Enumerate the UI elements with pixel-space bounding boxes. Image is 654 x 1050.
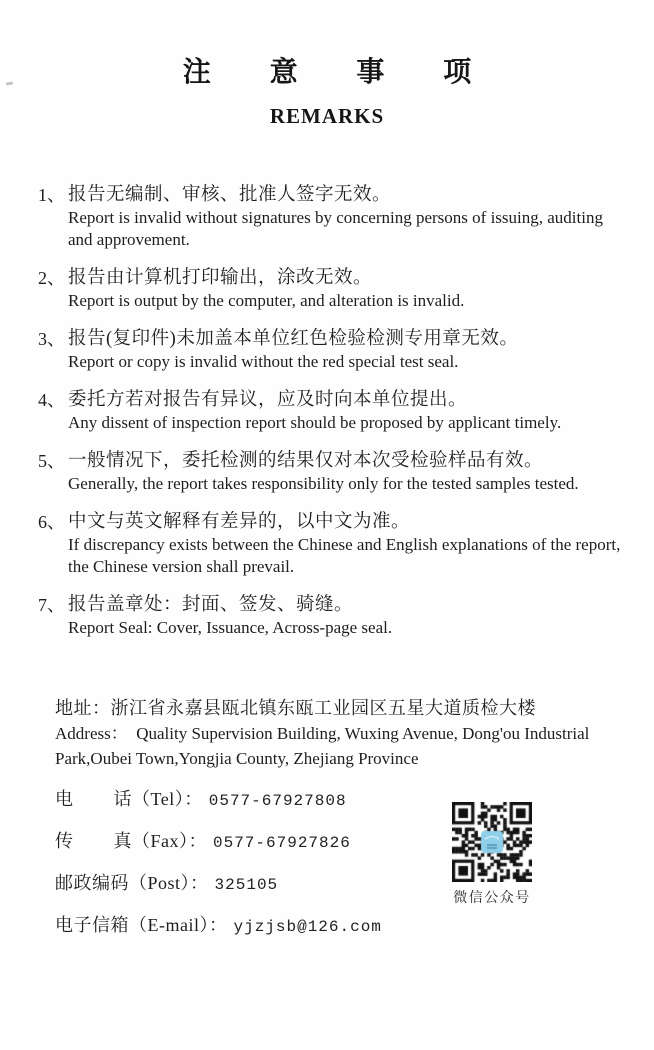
remark-text-chinese: 委托方若对报告有异议，应及时向本单位提出。 bbox=[68, 390, 468, 410]
telephone-label: 电 话（Tel）： bbox=[55, 789, 203, 809]
remark-number: 4、 bbox=[38, 390, 65, 410]
remark-body bbox=[68, 327, 630, 373]
remark-text-chinese: 报告盖章处：封面、签发、骑缝。 bbox=[68, 595, 354, 615]
remark-item-5 bbox=[38, 449, 630, 495]
remark-body bbox=[68, 449, 630, 495]
remark-text-english: Report is invalid without signatures by concerning persons of issuing, auditing and approvement. bbox=[68, 208, 603, 249]
remark-text-english: Any dissent of inspection report should be proposed by applicant timely. bbox=[68, 413, 562, 432]
remark-text-english: Report is output by the computer, and alteration is invalid. bbox=[68, 291, 465, 310]
remark-number: 7、 bbox=[38, 595, 65, 615]
remark-text-english: If discrepancy exists between the Chinese and English explanations of the report, the Chinese version shall prevail. bbox=[68, 535, 621, 576]
remark-number: 1、 bbox=[38, 185, 65, 205]
remark-item-2 bbox=[38, 266, 630, 312]
email-row bbox=[55, 913, 654, 939]
remark-item-3 bbox=[38, 327, 630, 373]
remark-body bbox=[68, 593, 630, 639]
remark-number: 5、 bbox=[38, 451, 65, 471]
remark-item-4 bbox=[38, 388, 630, 434]
remark-number: 6、 bbox=[38, 512, 65, 532]
page-title-english: REMARKS bbox=[269, 104, 385, 128]
remark-text-english: Report or copy is invalid without the red special test seal. bbox=[68, 352, 459, 371]
address-chinese: 地址：浙江省永嘉县瓯北镇东瓯工业园区五星大道质检大楼 bbox=[55, 698, 536, 718]
remark-text-chinese: 一般情况下，委托检测的结果仅对本次受检验样品有效。 bbox=[68, 451, 544, 471]
postcode-row bbox=[55, 871, 654, 897]
remark-text-english: Report Seal: Cover, Issuance, Across-page seal. bbox=[68, 618, 393, 637]
remark-text-english: Generally, the report takes responsibility only for the tested samples tested. bbox=[68, 474, 579, 493]
fax-label: 传 真（Fax）： bbox=[55, 831, 207, 851]
remark-number: 3、 bbox=[38, 329, 65, 349]
page-title-chinese-text: 注意事项 bbox=[182, 57, 530, 88]
postcode-value: 325105 bbox=[214, 876, 279, 894]
contact-footer bbox=[0, 695, 654, 939]
email-address: yjzjsb@126.com bbox=[233, 918, 382, 936]
remark-text-chinese: 报告(复印件)未加盖本单位红色检验检测专用章无效。 bbox=[68, 329, 519, 349]
remark-body bbox=[68, 388, 630, 434]
telephone-number: 0577-67927808 bbox=[208, 792, 347, 810]
remark-text-chinese: 报告无编制、审核、批准人签字无效。 bbox=[68, 185, 392, 205]
email-label: 电子信箱（E-mail）： bbox=[55, 915, 228, 935]
remark-item-6 bbox=[38, 510, 630, 578]
remark-body bbox=[68, 183, 630, 251]
remark-body bbox=[68, 510, 630, 578]
fax-row bbox=[55, 829, 654, 855]
fax-number: 0577-67927826 bbox=[213, 834, 351, 852]
remark-text-chinese: 中文与英文解释有差异的，以中文为准。 bbox=[68, 512, 411, 532]
postcode-label: 邮政编码（Post）： bbox=[55, 873, 209, 893]
page-title-chinese bbox=[0, 50, 654, 90]
wechat-qr-code-icon bbox=[452, 802, 532, 882]
telephone-row bbox=[55, 787, 654, 813]
remarks-list bbox=[0, 183, 654, 639]
remark-number: 2、 bbox=[38, 268, 65, 288]
address-english: Address： Quality Supervision Building, Wuxing Avenue, Dong'ou Industrial Park,Oubei Town,Yongjia County, Zhejiang Province bbox=[55, 724, 594, 768]
remark-body bbox=[68, 266, 630, 312]
qr-caption: 微信公众号 bbox=[453, 891, 531, 906]
remark-text-chinese: 报告由计算机打印输出，涂改无效。 bbox=[68, 268, 373, 288]
remark-item-1 bbox=[38, 183, 630, 251]
wechat-qr-block bbox=[452, 802, 532, 907]
remark-item-7 bbox=[38, 593, 630, 639]
